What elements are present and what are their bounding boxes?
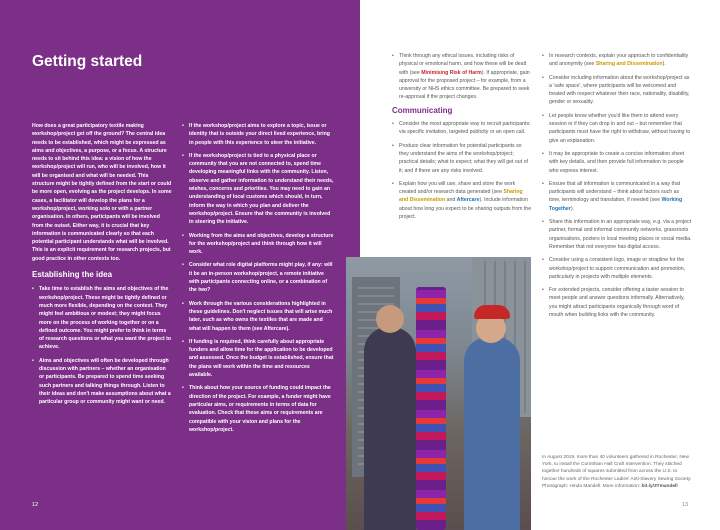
- page-title: Getting started: [32, 53, 143, 70]
- sharing-dissemination-link[interactable]: Sharing and Dissemination: [595, 61, 663, 68]
- person-figure: [464, 337, 520, 530]
- list-item: • Share this information in an appropriate way, e.g. via a project partner, formal and informal community networks, grassroots organisations, posters in local meeting places or social media. Remember that not everyone has digital access.: [542, 218, 692, 251]
- page-number-right: 13: [682, 502, 689, 508]
- working-together-link[interactable]: Working Together: [549, 197, 683, 212]
- page-number-left: 12: [32, 502, 39, 508]
- list-item: • Ensure that all information is communicated in a way that participants will understand – think about factors such as tone, terminology and translation, if needed (see Working Together).: [542, 180, 692, 213]
- right-column-1: [392, 52, 532, 226]
- left-column-2: [182, 122, 334, 439]
- list-item: • Consider including information about the workshop/project as a 'safe space', where participants will be welcomed and treated with respect whatever their race, nationality, disability, gender or sexuality.: [542, 74, 692, 107]
- establishing-list: [32, 285, 172, 406]
- list-item: • For extended projects, consider offering a taster session to meet people and answer questions informally. Alternatively, you might attract participants organically through word of mouth when building links with the community.: [542, 286, 692, 319]
- list-item: • Aims and objectives will often be developed through discussion with partners – whether an organisation or participants. Be prepared to spend time seeking such partners and talking things through. Listen to their ideas and don't make assumptions about what a particular group or community might want or need.: [32, 357, 172, 407]
- list-item: • Produce clear information for potential participants so they understand the aims of the workshop/project; practical details; what to expect; what they will get out of it; and if there are any risks involved.: [392, 142, 532, 175]
- establishing-heading: Establishing the idea: [32, 270, 113, 280]
- sharing-dissemination-link[interactable]: Sharing and Dissemination: [399, 189, 523, 204]
- list-item: • If funding is required, think carefully about appropriate funders and allow time for the application to be developed and assessed. Once the budget is established, ensure that the plans will work within the time and resources available.: [182, 338, 334, 379]
- aftercare-link[interactable]: Aftercare: [456, 197, 480, 204]
- ethics-list: [392, 52, 532, 102]
- list-item: • In research contexts, explain your approach to confidentiality and anonymity (see Sharing and Dissemination).: [542, 52, 692, 69]
- list-item: • It may be appropriate to create a concise information sheet with key details, and then provide full information to people who express interest.: [542, 150, 692, 175]
- caption-link[interactable]: bit.ly/3Tmandell: [641, 483, 678, 489]
- list-item: • Working from the aims and objectives, develop a structure for the workshop/project and think through how it will work.: [182, 232, 334, 257]
- list-item: • Think through any ethical issues, including risks of physical or emotional harm, and how these will be dealt with (see Minimising Risk of Harm). If appropriate, gain approval for the proposed project – for example, from a university or NHS ethics committee. Be prepared to seek re-approval if the project changes.: [392, 52, 532, 102]
- list-item: • Let people know whether you'd like them to attend every session or if they can drop in and out – but remember that participants must have the right to withdraw, without having to give an explanation.: [542, 112, 692, 145]
- list-item: • Consider the most appropriate way to recruit participants: via specific invitation, targeted publicity or an open call.: [392, 120, 532, 137]
- intro-paragraph: How does a great participatory textile making workshop/project get off the ground? The central idea needs to be established, which might be expressed as aims and objectives, a purpose, or a focus. A structure needs to sit behind this idea: a vision of how the workshop/project will run, who will be involved, how it will be organised and what will be needed. This structure might be tightly defined from the start or could be more open, evolving as the project develops. In some cases, a facilitator will develop the plans for a workshop/project, working solo or with a partner organisation. In others, participants will be involved from the outset. Either way, it is crucial that key information is communicated clearly so that each potential participant understands what will be involved. This is an explicit requirement for research projects, but good practice in other contexts too.: [32, 123, 172, 262]
- list-item: • Think about how your source of funding could impact the direction of the project. For example, a funder might have particular aims, or requirements in terms of data for evaluation. Check that these aims or requirements are compatible with your vision and plans for the workshop/project.: [182, 384, 334, 434]
- left-column-1: [32, 122, 172, 412]
- right-column-2: [542, 52, 692, 324]
- list-item: • Consider what role digital platforms might play, if any: will it be an in-person workshop/project, a remote initiative with participants connecting online, or a combination of the two?: [182, 261, 334, 294]
- list-item: • Work through the various considerations highlighted in these guidelines. Don't neglect issues that will arise much later, such as who owns the textiles that are made and what will happen to them (see Aftercare).: [182, 300, 334, 333]
- list-item: • Explain how you will use, share and store the work created and/or research data generated (see Sharing and Dissemination and Aftercare). Include information about how long you expect to be sharing outputs from the project.: [392, 180, 532, 221]
- red-hat: [474, 305, 510, 319]
- photo-caption: In August 2019, more than 40 volunteers gathered in Rochester, New York, to install the Corinthian Hall Craft Intervention. They stitched together hundreds of squares submitted from across the U.S. to honour the work of the Rochester Ladies' Anti-Slavery Sewing Society. Photograph: Hinda Mandell. More information: bit.ly/3Tmandell: [542, 455, 692, 489]
- list-item: • If the workshop/project aims to explore a topic, issue or identity that is outside your direct lived experience, bring in people with this experience to steer the initiative.: [182, 122, 334, 147]
- communicating-heading: Communicating: [392, 105, 453, 115]
- knitted-pole: [416, 287, 446, 530]
- list-item: • If the workshop/project is tied to a physical place or community that you are not connected to, spend time developing meaningful links with the community. Listen, observe and gather information to understand their needs, wishes, concerns and priorities. You may need to gain an understanding of local customs which should, in turn, inform the way in which you plan and deliver the workshop/project. Ensure that the community is involved in steering the initiative.: [182, 152, 334, 227]
- communicating-list-continued: [542, 52, 692, 319]
- person-figure: [364, 327, 416, 530]
- establishing-list-continued: [182, 122, 334, 434]
- communicating-list: [392, 120, 532, 221]
- minimising-risk-link[interactable]: Minimising Risk of Harm: [421, 69, 482, 76]
- list-item: • Consider using a consistent logo, image or strapline for the workshop/project to support communication and promotion, particularly in projects with multiple elements.: [542, 256, 692, 281]
- list-item: • Take time to establish the aims and objectives of the workshop/project. These might be tightly defined or much more flexible, depending on the context. They might feel ambitious or modest; they might focus more on the process of working together or on a defined outcome. You might prefer to think in terms of research questions or what you want the project to achieve.: [32, 285, 172, 351]
- yarn-bombing-photo: [346, 257, 531, 530]
